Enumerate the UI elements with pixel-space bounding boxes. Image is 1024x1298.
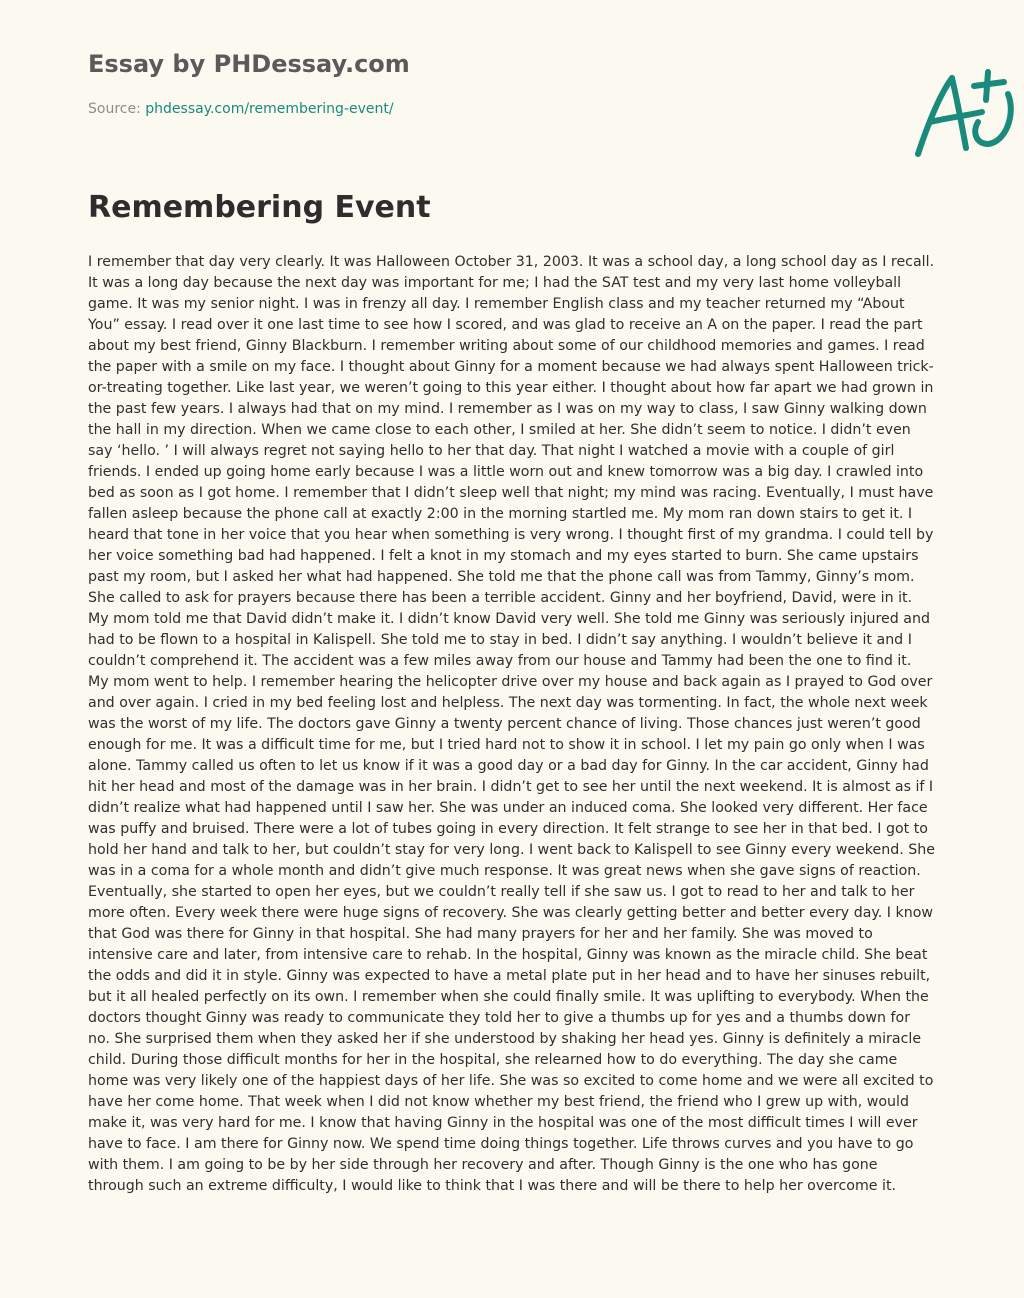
source-line [88, 101, 394, 117]
essay-body: I remember that day very clearly. It was Halloween October 31, 2003. It was a school day, a long school day as I recall. It was a long day because the next day was important for me; I had the SAT test and my very last home volleyball game. It was my senior night. I was in frenzy all day. I remember English class and my teacher returned my “About You” essay. I read over it one last time to see how I scored, and was glad to receive an A on the paper. I read the part about my best friend, Ginny Blackburn. I remember writing about some of our childhood memories and games. I read the paper with a smile on my face. I thought about Ginny for a moment because we had always spent Halloween trick-or-treating together. Like last year, we weren’t going to this year either. I thought about how far apart we had grown in the past few years. I always had that on my mind. I remember as I was on my way to class, I saw Ginny walking down the hall in my direction. When we came close to each other, I smiled at her. She didn’t seem to notice. I didn’t even say ‘hello. ’ I will always regret not saying hello to her that day. That night I watched a movie with a couple of girl friends. I ended up going home early because I was a little worn out and knew tomorrow was a big day. I crawled into bed as soon as I got home. I remember that I didn’t sleep well that night; my mind was racing. Eventually, I must have fallen asleep because the phone call at exactly 2:00 in the morning startled me. My mom ran down stairs to get it. I heard that tone in her voice that you hear when something is very wrong. I thought first of my grandma. I could tell by her voice something bad had happened. I felt a knot in my stomach and my eyes started to burn. She came upstairs past my room, but I asked her what had happened. She told me that the phone call was from Tammy, Ginny’s mom. She called to ask for prayers because there has been a terrible accident. Ginny and her boyfriend, David, were in it. My mom told me that David didn’t make it. I didn’t know David very well. She told me Ginny was seriously injured and had to be flown to a hospital in Kalispell. She told me to stay in bed. I didn’t say anything. I wouldn’t believe it and I couldn’t comprehend it. The accident was a few miles away from our house and Tammy had been the one to find it. My mom went to help. I remember hearing the helicopter drive over my house and back again as I prayed to God over and over again. I cried in my bed feeling lost and helpless. The next day was tormenting. In fact, the whole next week was the worst of my life. The doctors gave Ginny a twenty percent chance of living. Those chances just weren’t good enough for me. It was a difficult time for me, but I tried hard not to show it in school. I let my pain go only when I was alone. Tammy called us often to let us know if it was a good day or a bad day for Ginny. In the car accident, Ginny had hit her head and most of the damage was in her brain. I didn’t get to see her until the next weekend. It is almost as if I didn’t realize what had happened until I saw her. She was under an induced coma. She looked very different. Her face was puffy and bruised. There were a lot of tubes going in every direction. It felt strange to see her in that bed. I got to hold her hand and talk to her, but couldn’t stay for very long. I went back to Kalispell to see Ginny every weekend. She was in a coma for a whole month and didn’t give much response. It was great news when she gave signs of reaction. Eventually, she started to open her eyes, but we couldn’t really tell if she saw us. I got to read to her and talk to her more often. Every week there were huge signs of recovery. She was clearly getting better and better every day. I know that God was there for Ginny in that hospital. She had many prayers for her and her family. She was moved to intensive care and later, from intensive care to rehab. In the hospital, Ginny was known as the miracle child. She beat the odds and did it in style. Ginny was expected to have a metal plate put in her head and to have her sinuses rebuilt, but it all healed perfectly on its own. I remember when she could finally smile. It was uplifting to everybody. When the doctors thought Ginny was ready to communicate they told her to give a thumbs up for yes and a thumbs down for no. She surprised them when they asked her if she understood by shaking her head yes. Ginny is definitely a miracle child. During those difficult months for her in the hospital, she relearned how to do everything. The day she came home was very likely one of the happiest days of her life. She was so excited to come home and we were all excited to have her come home. That week when I did not know whether my best friend, the friend who I grew up with, would make it, was very hard for me. I know that having Ginny in the hospital was one of the most difficult times I will ever have to face. I am there for Ginny now. We spend time doing things together. Life throws curves and you have to go with them. I am going to be by her side through her recovery and after. Though Ginny is the one who has gone through such an extreme difficulty, I would like to think that I was there and will be there to help her overcome it. [88, 254, 935, 1194]
essay-title: Remembering Event [88, 190, 431, 225]
a-plus-logo-icon [908, 64, 1018, 162]
source-label: Source: [88, 101, 146, 117]
site-title: Essay by PHDessay.com [88, 50, 410, 78]
source-link[interactable]: phdessay.com/remembering-event/ [145, 101, 394, 117]
